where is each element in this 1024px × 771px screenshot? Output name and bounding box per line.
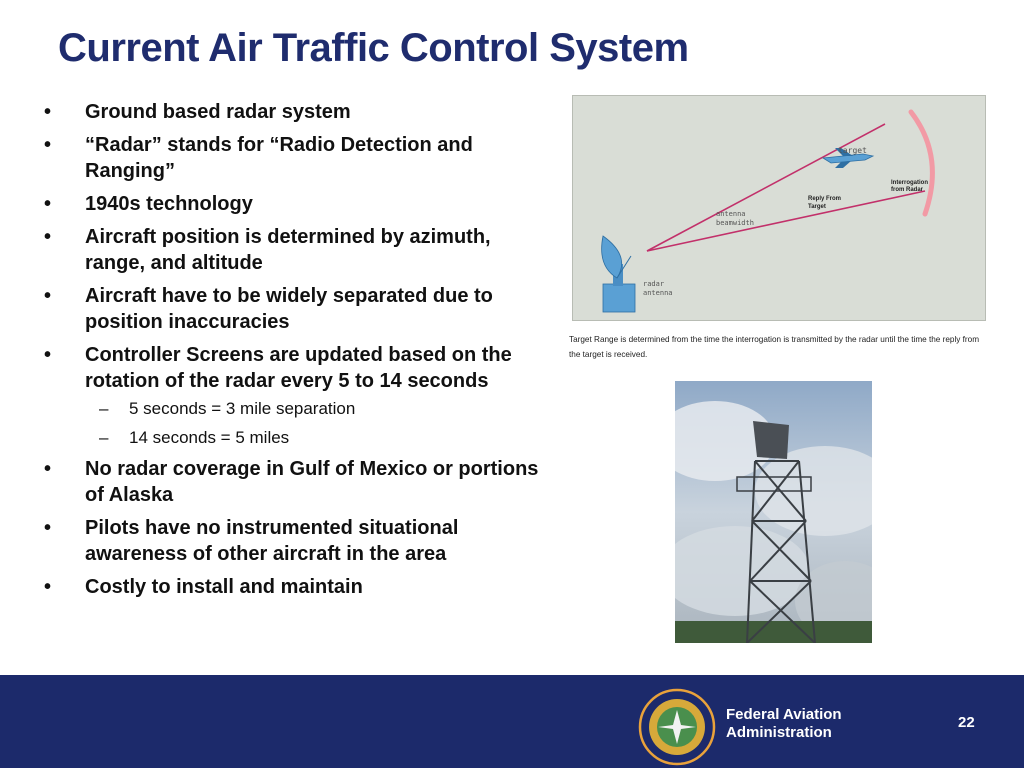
bullet-text: Ground based radar system [85,101,351,123]
radar-tower-photo-svg [675,381,872,643]
radar-label-line1: radar [643,280,665,288]
radar-diagram-svg [573,96,987,322]
bullet-text: Pilots have no instrumented situational awareness of other aircraft in the area [85,517,459,565]
bullet-text: “Radar” stands for “Radio Detection and Ranging” [85,134,473,182]
bullet-item [44,132,554,184]
reply-label-line2: Target [808,204,826,210]
bullet-item [44,574,554,600]
bullet-text: Aircraft have to be widely separated due to position inaccuracies [85,285,493,333]
agency-name-line1: Federal Aviation [726,706,842,723]
interrogation-label-line2: from Radar [891,187,924,193]
reply-label-line1: Reply From [808,196,842,202]
faa-seal-svg [638,688,716,766]
bullet-item [44,515,554,567]
radar-diagram [572,95,986,321]
bullet-item [44,99,554,125]
bullet-text: No radar coverage in Gulf of Mexico or portions of Alaska [85,458,539,506]
page-number: 22 [958,714,975,731]
bullet-item [44,456,554,508]
faa-seal-logo [638,688,716,766]
radar-label-line2: antenna [643,289,673,297]
sub-bullet-list [85,398,554,449]
bullet-text: Costly to install and maintain [85,576,363,598]
sub-bullet-item: – 5 seconds = 3 mile separation [85,398,554,420]
beamwidth-label-line2: beamwidth [716,219,754,227]
radar-antenna-icon [602,236,635,312]
footer-bar [0,675,1024,768]
sub-bullet-item: – 14 seconds = 5 miles [85,427,554,449]
bullet-text: Controller Screens are updated based on the rotation of the radar every 5 to 14 seconds [85,344,512,392]
interrogation-label-line1: Interrogation [891,180,928,186]
bullet-text: Aircraft position is determined by azimuth, range, and altitude [85,226,491,274]
radar-antenna-on-tower [753,421,789,459]
diagram-caption: Target Range is determined from the time the interrogation is transmitted by the radar until the time the reply from the target is received. [569,335,980,359]
bullet-item [44,283,554,335]
bullet-item [44,224,554,276]
beam-upper-line [647,124,885,251]
interrogation-wave [911,112,932,214]
beam-lower-line [647,191,925,251]
bullet-item [44,191,554,217]
bullet-item [44,342,554,449]
bullet-list [44,99,554,607]
slide-title: Current Air Traffic Control System [58,26,689,70]
target-label: target [838,146,867,155]
agency-name [726,706,842,742]
bullet-text: 1940s technology [85,193,253,215]
beamwidth-label-line1: antenna [716,210,746,218]
radar-tower-photo [675,381,872,643]
agency-name-line2: Administration [726,724,832,741]
